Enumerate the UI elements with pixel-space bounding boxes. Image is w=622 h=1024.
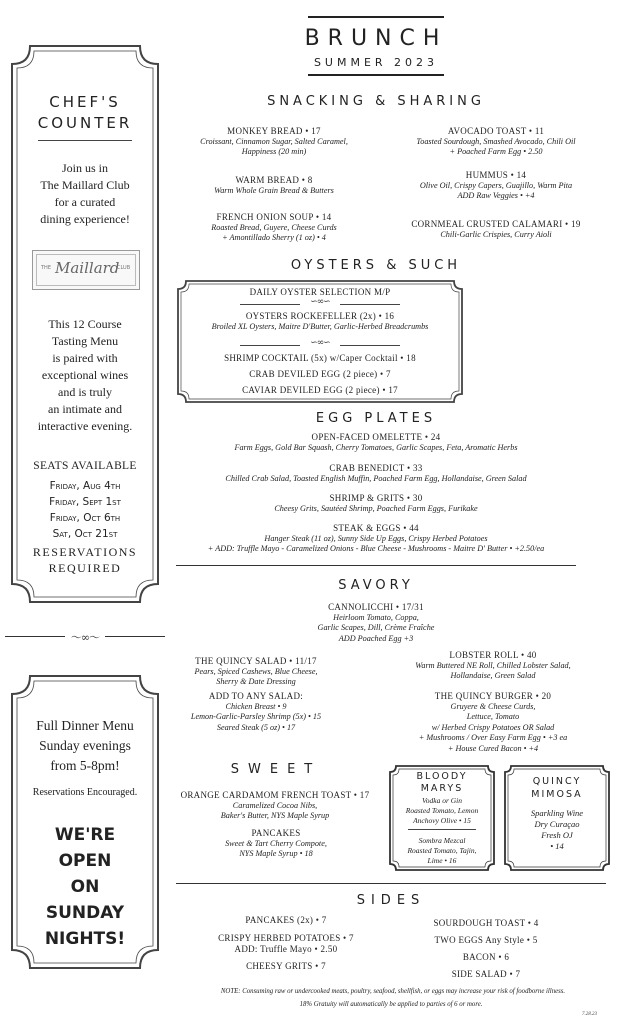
seats-available-label: SEATS AVAILABLE bbox=[33, 460, 137, 472]
bloody-marys-classic bbox=[388, 796, 496, 826]
section-sides-title: SIDES bbox=[356, 893, 426, 908]
menu-item-french-onion-soup bbox=[174, 212, 374, 244]
date-item: Friday, Aug 4th bbox=[49, 480, 121, 492]
left-divider-ornament: 〜∞〜 bbox=[70, 631, 100, 644]
left-divider-line bbox=[105, 636, 165, 637]
chefs-intro bbox=[10, 160, 160, 228]
item-desc: Sweet & Tart Cherry Compote, bbox=[225, 838, 327, 848]
item-name: LOBSTER ROLL • 40 bbox=[449, 650, 537, 660]
intro-line: dining experience! bbox=[40, 212, 130, 226]
side-sourdough-toast bbox=[396, 918, 576, 929]
savory-quincy-salad bbox=[176, 656, 336, 688]
menu-title: BRUNCH bbox=[304, 26, 448, 51]
oyster-divider-line bbox=[340, 345, 400, 346]
quincy-mimosa-desc bbox=[503, 808, 611, 852]
item-name: OPEN-FACED OMELETTE • 24 bbox=[311, 432, 441, 442]
item-desc: Vodka or Gin bbox=[422, 796, 462, 805]
item-desc: Warm Whole Grain Bread & Butters bbox=[214, 185, 334, 195]
side-salad bbox=[396, 969, 576, 980]
res-line2: REQUIRED bbox=[48, 561, 122, 575]
details-line: and is truly bbox=[58, 385, 112, 399]
details-line: exceptional wines bbox=[41, 368, 129, 382]
reservations-encouraged: Reservations Encouraged. bbox=[32, 787, 138, 798]
footer-note bbox=[170, 987, 616, 998]
item-desc: Cheesy Grits, Sautéed Shrimp, Poached Farm Eggs, Furikake bbox=[274, 503, 478, 513]
sides-divider bbox=[176, 883, 606, 884]
intro-line: Join us in bbox=[61, 161, 108, 175]
section-savory-title: SAVORY bbox=[338, 578, 414, 593]
item-name: FRENCH ONION SOUP • 14 bbox=[216, 212, 332, 222]
item-name: ORANGE CARDAMOM FRENCH TOAST • 17 bbox=[180, 790, 370, 800]
details-line: an intimate and bbox=[48, 402, 122, 416]
open-line: OPEN bbox=[58, 851, 112, 871]
item-desc: Sombra Mezcal bbox=[418, 836, 466, 845]
sweet-pancakes bbox=[176, 828, 376, 860]
details-line: is paired with bbox=[52, 351, 118, 365]
bloody-title-line: MARYS bbox=[420, 783, 464, 794]
menu-item-hummus bbox=[388, 170, 604, 202]
chefs-title-line2: COUNTER bbox=[37, 114, 133, 132]
side-two-eggs bbox=[396, 935, 576, 946]
side-bacon bbox=[396, 952, 576, 963]
item-name: SOURDOUGH TOAST • 4 bbox=[433, 918, 539, 928]
side-crispy-potatoes bbox=[196, 933, 376, 954]
maillard-club-logo bbox=[32, 250, 140, 290]
item-name: AVOCADO TOAST • 11 bbox=[447, 126, 545, 136]
item-desc: Happiness (20 min) bbox=[241, 147, 307, 156]
sunday-line: from 5-8pm! bbox=[50, 758, 120, 773]
item-desc: + ADD: Truffle Mayo - Caramelized Onions - Blue Cheese - Mushrooms - Maitre D' Butter • +2.50/ea bbox=[207, 544, 545, 553]
item-desc: Warm Buttered NE Roll, Chilled Lobster Salad, bbox=[415, 660, 571, 670]
item-name: CRAB DEVILED EGG (2 piece) • 7 bbox=[249, 369, 391, 379]
item-name: PANCAKES (2x) • 7 bbox=[245, 915, 327, 925]
chefs-details bbox=[10, 316, 160, 435]
egg-crab-benedict bbox=[176, 463, 576, 484]
logo-the: THE bbox=[41, 265, 51, 271]
item-desc: Roasted Bread, Guyere, Cheese Curds bbox=[211, 222, 337, 232]
egg-shrimp-grits bbox=[176, 493, 576, 514]
item-desc: ADD: Truffle Mayo • 2.50 bbox=[234, 943, 338, 954]
item-name: PANCAKES bbox=[251, 828, 301, 838]
open-line: NIGHTS! bbox=[44, 929, 126, 949]
item-name: WARM BREAD • 8 bbox=[235, 175, 313, 185]
item-name: CRAB BENEDICT • 33 bbox=[329, 463, 423, 473]
date-item: Friday, Sept 1st bbox=[49, 496, 121, 508]
left-divider-line bbox=[5, 636, 65, 637]
item-desc: Hanger Steak (11 oz), Sunny Side Up Eggs, Crispy Herbed Potatoes bbox=[264, 533, 488, 543]
open-line: ON bbox=[70, 877, 100, 897]
mimosa-title-line: MIMOSA bbox=[531, 789, 583, 800]
item-name: SIDE SALAD • 7 bbox=[451, 969, 521, 979]
menu-item-warm-bread bbox=[174, 175, 374, 196]
item-name: CAVIAR DEVILED EGG (2 piece) • 17 bbox=[242, 385, 398, 395]
item-name: SHRIMP & GRITS • 30 bbox=[329, 493, 423, 503]
sunday-dinner-text bbox=[10, 716, 160, 776]
bloody-marys-title bbox=[388, 771, 496, 795]
item-desc: Seared Steak (5 oz) • 17 bbox=[216, 722, 296, 732]
menu-item-monkey-bread bbox=[174, 126, 374, 158]
eggs-savory-divider bbox=[176, 565, 576, 566]
item-desc: ADD Poached Egg +3 bbox=[338, 633, 414, 643]
item-desc: Gruyere & Cheese Curds, bbox=[450, 701, 536, 711]
item-name: SHRIMP COCKTAIL (5x) w/Caper Cocktail • 18 bbox=[224, 353, 416, 363]
mimosa-title-line: QUINCY bbox=[532, 776, 582, 787]
oyster-shrimp-cocktail bbox=[176, 353, 464, 364]
item-desc: + Poached Farm Egg • 2.50 bbox=[449, 147, 543, 156]
item-name: THE QUINCY BURGER • 20 bbox=[434, 691, 552, 701]
item-desc: Roasted Tomato, Lemon bbox=[405, 806, 479, 815]
menu-item-avocado-toast bbox=[388, 126, 604, 158]
reservations-required bbox=[10, 544, 160, 576]
quincy-mimosa-title bbox=[503, 775, 611, 801]
item-name: CRISPY HERBED POTATOES • 7 bbox=[218, 933, 354, 943]
savory-cannolicchi bbox=[276, 602, 476, 644]
item-desc: Dry Curaçao bbox=[534, 819, 580, 829]
open-sunday-banner bbox=[10, 822, 160, 952]
item-desc: w/ Herbed Crispy Potatoes OR Salad bbox=[431, 722, 555, 732]
item-desc: Anchovy Olive • 15 bbox=[413, 816, 471, 825]
item-desc: ADD Raw Veggies • +4 bbox=[457, 191, 535, 200]
item-desc: Caramelized Cocoa Nibs, bbox=[232, 800, 318, 810]
item-desc: Hollandaise, Green Salad bbox=[450, 671, 536, 680]
open-line: SUNDAY bbox=[45, 903, 125, 923]
oyster-divider-line bbox=[340, 304, 400, 305]
date-item: Sat, Oct 21st bbox=[52, 528, 118, 540]
details-line: This 12 Course bbox=[48, 317, 122, 331]
section-eggs-title: EGG PLATES bbox=[315, 411, 437, 426]
item-name: CORNMEAL CRUSTED CALAMARI • 19 bbox=[411, 219, 581, 229]
section-oysters-title: OYSTERS & SUCH bbox=[290, 258, 462, 273]
item-desc: Chilled Crab Salad, Toasted English Muffin, Poached Farm Egg, Hollandaise, Green Salad bbox=[225, 473, 527, 483]
item-desc: Garlic Scapes, Dill, Crème Fraîche bbox=[317, 623, 435, 632]
egg-steak-eggs bbox=[170, 523, 582, 555]
menu-item-calamari bbox=[388, 219, 604, 240]
chefs-divider bbox=[38, 140, 132, 141]
details-line: interactive evening. bbox=[37, 419, 133, 433]
item-desc: Lemon-Garlic-Parsley Shrimp (5x) • 15 bbox=[190, 712, 322, 721]
section-sweet-title: SWEET bbox=[230, 762, 322, 777]
food-safety-note: NOTE: Consuming raw or undercooked meats, poultry, seafood, shellfish, or eggs may increase your risk of foodborne illness. bbox=[220, 988, 566, 995]
item-desc: + Mushrooms / Over Easy Farm Egg • +3 ea bbox=[418, 733, 568, 742]
item-desc: Croissant, Cinnamon Sugar, Salted Caramel, bbox=[200, 136, 348, 146]
menu-subtitle: SUMMER 2023 bbox=[313, 56, 439, 69]
savory-lobster-roll bbox=[378, 650, 608, 682]
item-name: BACON • 6 bbox=[462, 952, 510, 962]
menu-version-code: 7.28.23 bbox=[582, 1012, 597, 1017]
item-desc: Lime • 16 bbox=[427, 856, 457, 865]
item-name: THE QUINCY SALAD • 11/17 bbox=[195, 656, 317, 666]
item-desc: NYS Maple Syrup • 18 bbox=[239, 849, 313, 858]
details-line: Tasting Menu bbox=[51, 334, 119, 348]
item-desc: Pears, Spiced Cashews, Blue Cheese, bbox=[194, 666, 318, 676]
item-name: TWO EGGS Any Style • 5 bbox=[434, 935, 538, 945]
item-desc: Sparkling Wine bbox=[530, 808, 584, 818]
oyster-divider-ornament: ∽∞∽ bbox=[310, 297, 330, 307]
item-desc: Baker's Butter, NYS Maple Syrup bbox=[220, 811, 330, 820]
item-name: CANNOLICCHI • 17/31 bbox=[328, 602, 424, 612]
item-name: STEAK & EGGS • 44 bbox=[333, 523, 419, 533]
sunday-line: Sunday evenings bbox=[39, 738, 131, 753]
egg-omelette bbox=[176, 432, 576, 453]
oyster-divider-line bbox=[240, 304, 300, 305]
item-name: HUMMUS • 14 bbox=[465, 170, 527, 180]
bloody-marys-mezcal bbox=[388, 836, 496, 866]
open-line: WE'RE bbox=[54, 825, 116, 845]
intro-line: The Maillard Club bbox=[40, 178, 130, 192]
item-desc: • 14 bbox=[550, 841, 564, 851]
item-desc: Olive Oil, Crispy Capers, Guajillo, Warm Pita bbox=[419, 180, 573, 190]
oyster-crab-deviled-egg bbox=[176, 369, 464, 380]
savory-add-to-salad bbox=[176, 691, 336, 733]
sweet-french-toast bbox=[170, 790, 380, 822]
savory-quincy-burger bbox=[378, 691, 608, 754]
intro-line: for a curated bbox=[54, 195, 116, 209]
oyster-rockefeller bbox=[176, 311, 464, 332]
item-name: DAILY OYSTER SELECTION M/P bbox=[249, 287, 391, 297]
item-name: MONKEY BREAD • 17 bbox=[227, 126, 321, 136]
chefs-title-line1: CHEF'S bbox=[49, 93, 121, 111]
side-pancakes bbox=[196, 915, 376, 926]
bloody-divider bbox=[408, 829, 476, 830]
oyster-divider-line bbox=[240, 345, 300, 346]
oyster-caviar-deviled-egg bbox=[176, 385, 464, 396]
item-desc: + Amontillado Sherry (1 oz) • 4 bbox=[222, 233, 326, 242]
item-desc: Farm Eggs, Gold Bar Squash, Cherry Tomatoes, Garlic Scapes, Feta, Aromatic Herbs bbox=[234, 442, 518, 452]
item-desc: Lettuce, Tomato bbox=[466, 712, 520, 721]
gratuity-note: 18% Gratuity will automatically be applied to parties of 6 or more. bbox=[299, 1001, 483, 1008]
item-desc: Sherry & Date Dressing bbox=[216, 677, 296, 686]
item-name: OYSTERS ROCKEFELLER (2x) • 16 bbox=[245, 311, 395, 321]
item-desc: + House Cured Bacon • +4 bbox=[447, 743, 539, 753]
item-desc: Heirloom Tomato, Coppa, bbox=[333, 612, 419, 622]
item-name: ADD TO ANY SALAD: bbox=[208, 691, 304, 701]
logo-club: CLUB bbox=[117, 265, 131, 271]
footer-gratuity bbox=[176, 1000, 606, 1011]
item-desc: Fresh OJ bbox=[541, 830, 573, 840]
side-cheesy-grits bbox=[196, 961, 376, 972]
bloody-title-line: BLOODY bbox=[416, 771, 468, 782]
header-bottom-line bbox=[308, 74, 444, 76]
section-snacking-title: SNACKING & SHARING bbox=[267, 94, 485, 109]
chefs-counter-title bbox=[10, 92, 160, 134]
logo-maillard: Maillard bbox=[55, 259, 120, 277]
item-desc: Roasted Tomato, Tajin, bbox=[407, 846, 477, 855]
item-desc: Chili-Garlic Crispies, Curry Aioli bbox=[440, 229, 552, 239]
oyster-divider-ornament: ∽∞∽ bbox=[310, 338, 330, 348]
res-line1: RESERVATIONS bbox=[32, 545, 138, 559]
seats-dates bbox=[10, 478, 160, 542]
oyster-daily-selection bbox=[176, 287, 464, 298]
header-top-line bbox=[308, 16, 444, 18]
item-desc: Toasted Sourdough, Smashed Avocado, Chili Oil bbox=[416, 136, 576, 146]
date-item: Friday, Oct 6th bbox=[49, 512, 121, 524]
item-name: CHEESY GRITS • 7 bbox=[246, 961, 326, 971]
item-desc: Broiled XL Oysters, Maitre D'Butter, Garlic-Herbed Breadcrumbs bbox=[211, 321, 429, 331]
sunday-line: Full Dinner Menu bbox=[36, 718, 134, 733]
item-desc: Chicken Breast • 9 bbox=[225, 701, 287, 711]
